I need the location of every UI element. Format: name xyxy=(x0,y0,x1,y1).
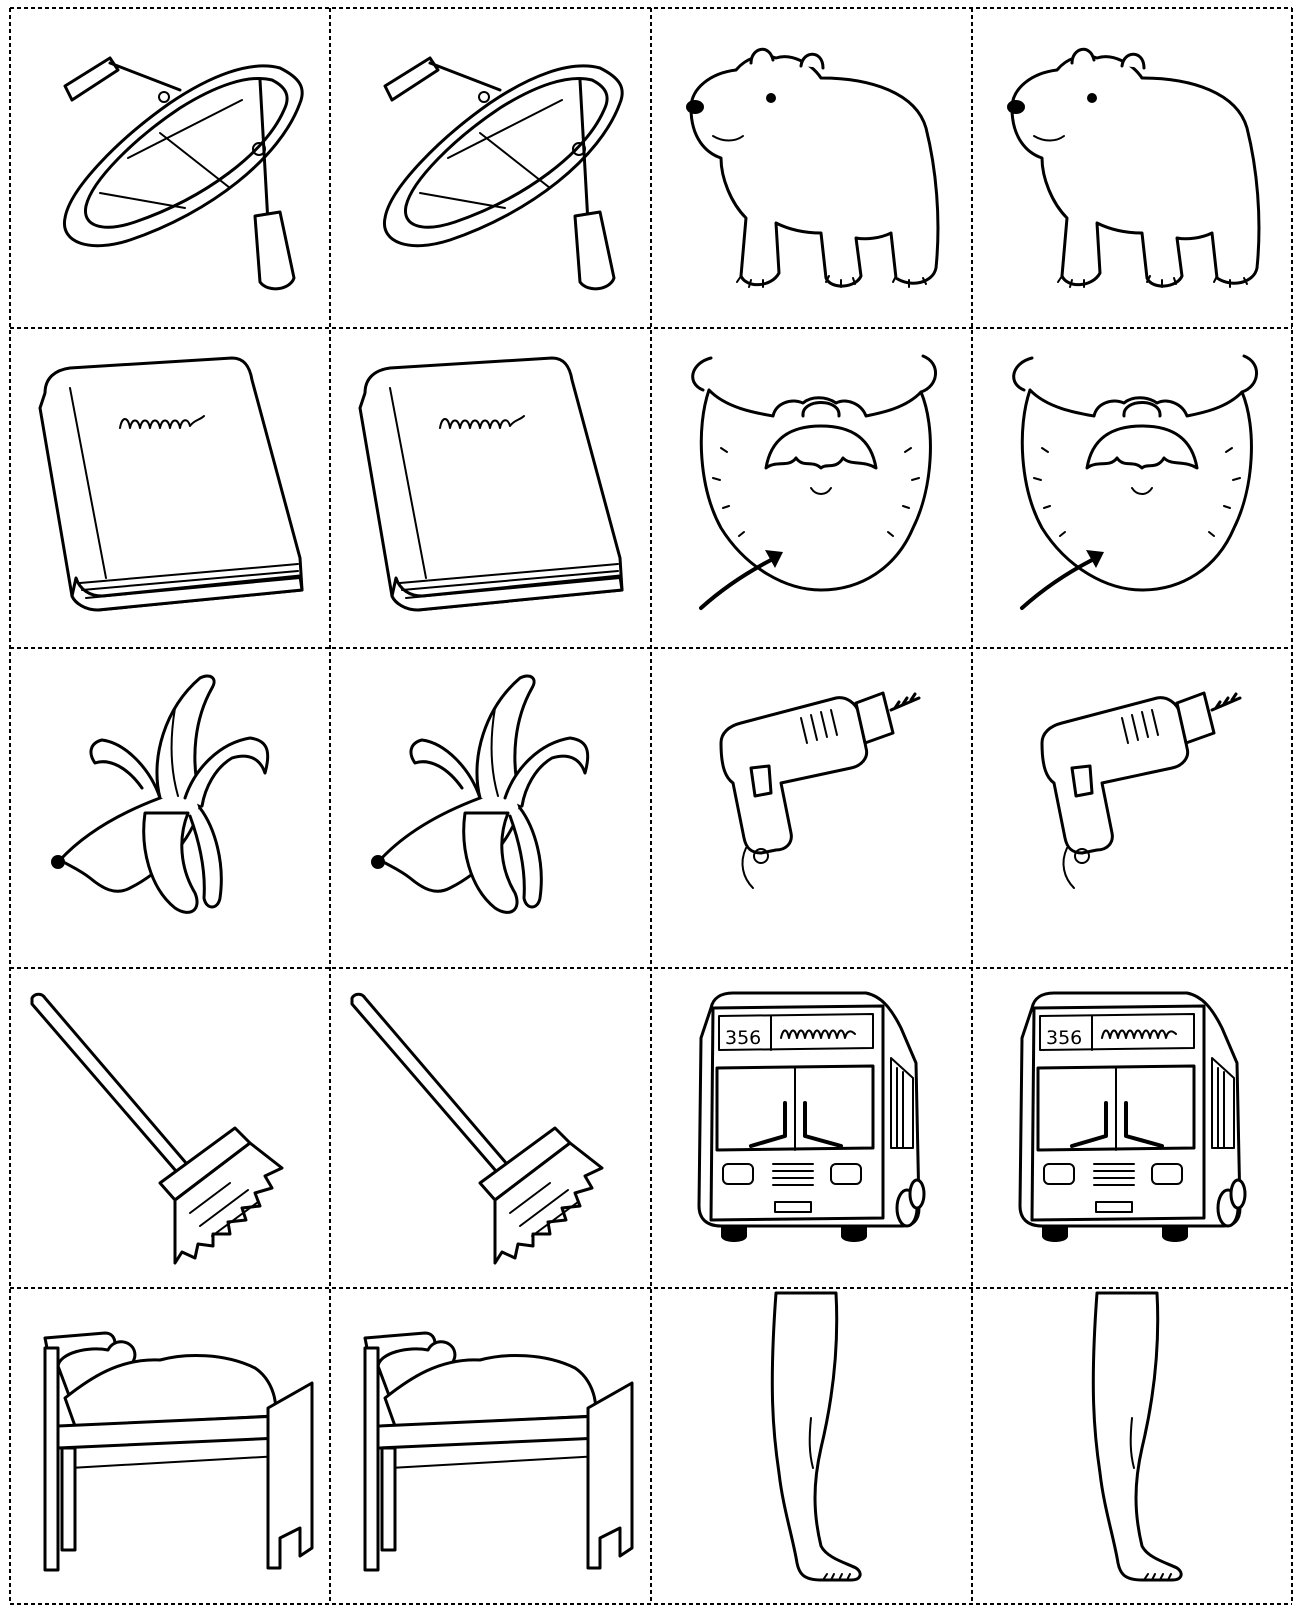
card-r1-c3 xyxy=(686,49,938,287)
card-r1-c1 xyxy=(64,58,302,289)
broom-icon xyxy=(352,994,602,1263)
drill-icon xyxy=(721,693,919,888)
card-r5-c1 xyxy=(45,1333,312,1570)
card-r5-c3 xyxy=(772,1293,860,1580)
card-r2-c3 xyxy=(693,356,936,608)
card-r3-c3 xyxy=(721,693,919,888)
card-r1-c4 xyxy=(1007,49,1259,287)
banana-icon xyxy=(371,676,588,912)
card-r2-c2 xyxy=(360,358,622,610)
card-r1-c2 xyxy=(384,58,622,289)
card-r4-c2 xyxy=(352,994,602,1263)
bus-route-number: 356 xyxy=(725,1027,762,1049)
card-r4-c1 xyxy=(32,994,282,1263)
banana-icon xyxy=(51,676,268,912)
broom-icon xyxy=(32,994,282,1263)
rowboat-icon xyxy=(64,58,302,289)
bear-icon xyxy=(686,49,938,287)
book-icon xyxy=(40,358,302,610)
card-r4-c4 xyxy=(1020,993,1245,1242)
card-r3-c4 xyxy=(1042,693,1240,888)
card-r5-c2 xyxy=(365,1333,632,1570)
drill-icon xyxy=(1042,693,1240,888)
rowboat-icon xyxy=(384,58,622,289)
bear-icon xyxy=(1007,49,1259,287)
card-r3-c1 xyxy=(51,676,268,912)
beard-icon xyxy=(1014,356,1257,608)
leg-icon xyxy=(772,1293,860,1580)
card-r4-c3 xyxy=(699,993,924,1242)
bed-icon xyxy=(365,1333,632,1570)
card-r3-c2 xyxy=(371,676,588,912)
book-icon xyxy=(360,358,622,610)
card-r2-c1 xyxy=(40,358,302,610)
leg-icon xyxy=(1093,1293,1181,1580)
beard-icon xyxy=(693,356,936,608)
bus-route-number: 356 xyxy=(1046,1027,1083,1049)
bed-icon xyxy=(45,1333,312,1570)
card-r5-c4 xyxy=(1093,1293,1181,1580)
card-r2-c4 xyxy=(1014,356,1257,608)
